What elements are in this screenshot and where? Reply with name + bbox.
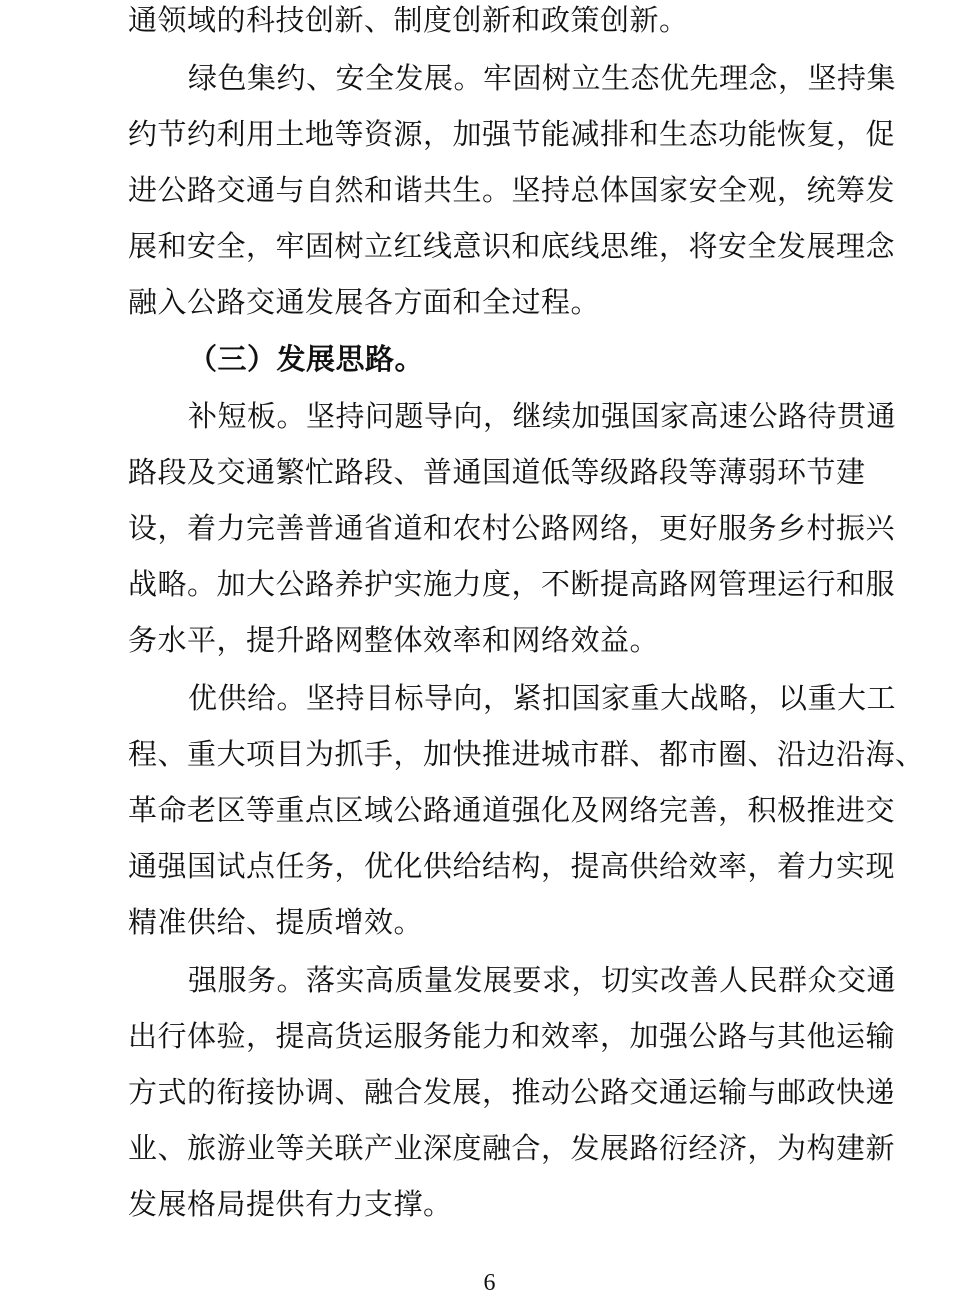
- text-line: 程、重大项目为抓手，加快推进城市群、都市圈、沿边沿海、: [128, 737, 925, 771]
- text-line: 战略。加大公路养护实施力度，不断提高路网管理运行和服: [128, 567, 896, 601]
- text-line: 绿色集约、安全发展。牢固树立生态优先理念，坚持集: [188, 61, 897, 95]
- text-line: 补短板。坚持问题导向，继续加强国家高速公路待贯通: [188, 399, 897, 433]
- section-heading: （三）发展思路。: [188, 342, 425, 376]
- text-line: 约节约利用土地等资源，加强节能减排和生态功能恢复，促: [128, 117, 896, 151]
- text-line: 融入公路交通发展各方面和全过程。: [128, 285, 601, 319]
- text-line: 务水平，提升路网整体效率和网络效益。: [128, 623, 660, 657]
- text-line: 发展格局提供有力支撑。: [128, 1187, 453, 1221]
- text-line: 强服务。落实高质量发展要求，切实改善人民群众交通: [188, 963, 897, 997]
- text-line: 展和安全，牢固树立红线意识和底线思维，将安全发展理念: [128, 229, 896, 263]
- page-number: 6: [483, 1270, 496, 1296]
- text-line: 业、旅游业等关联产业深度融合，发展路衍经济，为构建新: [128, 1131, 896, 1165]
- text-line: 优供给。坚持目标导向，紧扣国家重大战略，以重大工: [188, 681, 897, 715]
- text-line: 路段及交通繁忙路段、普通国道低等级路段等薄弱环节建: [128, 455, 866, 489]
- text-line: 出行体验，提高货运服务能力和效率，加强公路与其他运输: [128, 1019, 896, 1053]
- text-line: 进公路交通与自然和谐共生。坚持总体国家安全观，统筹发: [128, 173, 896, 207]
- text-line: 精准供给、提质增效。: [128, 905, 424, 939]
- text-line: 通强国试点任务，优化供给结构，提高供给效率，着力实现: [128, 849, 896, 883]
- text-line: 设，着力完善普通省道和农村公路网络，更好服务乡村振兴: [128, 511, 896, 545]
- text-line: 革命老区等重点区域公路通道强化及网络完善，积极推进交: [128, 793, 896, 827]
- text-line: 方式的衔接协调、融合发展，推动公路交通运输与邮政快递: [128, 1075, 896, 1109]
- text-line: 通领域的科技创新、制度创新和政策创新。: [128, 3, 689, 37]
